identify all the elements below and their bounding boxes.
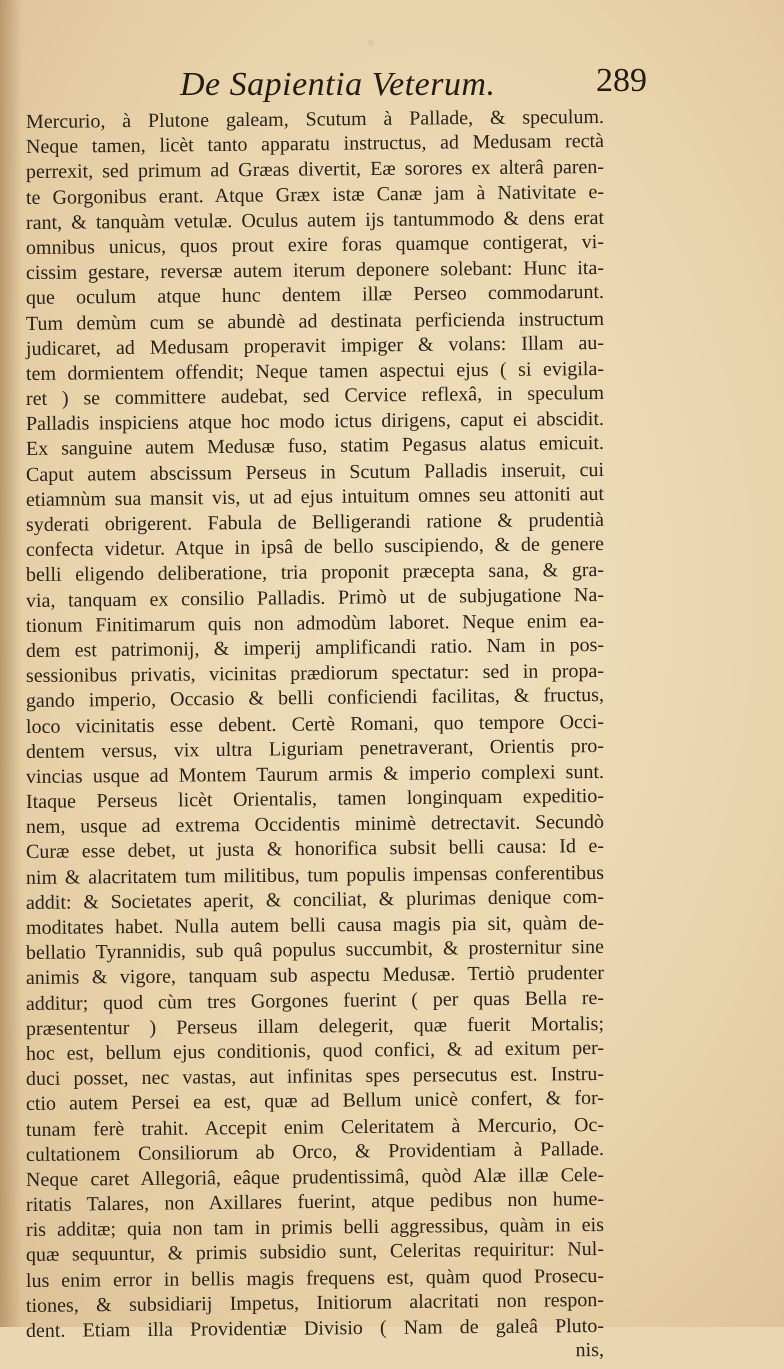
text-line: loco vicinitatis esse debent. Certè Romani, quo tempore Occi- — [25, 710, 605, 738]
text-line: tionum Finitimarum quis non admodùm laboret. Neque enim ea- — [25, 609, 605, 637]
text-line: belli eligendo deliberatione, tria proponit præcepta sana, & gra- — [25, 559, 605, 587]
text-line: dem est patrimonij, & imperij amplificandi ratio. Nam in pos- — [25, 633, 605, 662]
text-line: addit: & Societates aperit, & conciliat, & plurimas denique com- — [25, 885, 605, 914]
text-line: Curæ esse debet, ut justa & honorifica subsit belli causa: Id e- — [25, 835, 605, 864]
text-line: Neque tamen, licèt tanto apparatu instructus, ad Medusam rectà — [25, 130, 605, 159]
text-line: rant, & tanquàm vetulæ. Oculus autem ijs tantummodo & dens erat — [25, 206, 605, 234]
text-line: perrexit, sed primum ad Græas divertit, Eæ sorores ex alterâ paren- — [25, 156, 605, 184]
text-line: hoc est, bellum ejus conditionis, quod confici, & ad exitum per- — [25, 1036, 605, 1065]
text-line: ris additæ; quia non tam in primis belli aggressibus, quàm in eis — [25, 1214, 605, 1242]
text-line: ret ) se committere audebat, sed Cervice reflexâ, in speculum — [25, 382, 605, 411]
text-line: quæ sequuntur, & primis subsidio sunt, Celeritas requiritur: Nul- — [25, 1238, 605, 1267]
text-line: nem, usque ad extrema Occidentis minimè detrectavit. Secundò — [25, 811, 605, 839]
text-line: Itaque Perseus licèt Orientalis, tamen longinquam expeditio- — [25, 785, 605, 814]
text-line: Neque caret Allegoriâ, eâque prudentissimâ, quòd Alæ illæ Cele- — [25, 1163, 605, 1191]
text-line: dent. Etiam illa Providentiæ Divisio ( Nam de galeâ Pluto- — [25, 1314, 605, 1342]
text-line: Ex sanguine autem Medusæ fuso, statim Pegasus alatus emicuit. — [25, 432, 605, 461]
text-line: animis & vigore, tanquam sub aspectu Medusæ. Tertiò prudenter — [25, 962, 605, 990]
body-text — [25, 105, 605, 1369]
text-line: omnibus unicus, quos prout exire foras quamque contigerat, vi- — [25, 230, 605, 259]
text-line: Palladis inspiciens atque hoc modo ictus dirigens, caput ei abscidit. — [25, 408, 605, 436]
text-line: duci posset, nec vastas, aut infinitas spes persecutus est. Instru- — [25, 1063, 605, 1091]
text-line: gando imperio, Occasio & belli conficiendi facilitas, & fructus, — [25, 684, 605, 713]
text-line: etiamnùm sua mansit vis, ut ad ejus intuitum omnes seu attoniti aut — [25, 482, 605, 511]
text-line: tunam ferè trahit. Accepit enim Celeritatem à Mercurio, Oc- — [25, 1113, 605, 1141]
text-line: sessionibus privatis, vicinitas prædiorum spectatur: sed in propa- — [25, 660, 605, 688]
text-line: confecta videtur. Atque in ipsâ de bello suscipiendo, & de genere — [25, 533, 605, 562]
text-line: cultationem Consiliorum ab Orco, & Providentiam à Pallade. — [25, 1137, 605, 1166]
text-line: ctio autem Persei ea est, quæ ad Bellum unicè confert, & for- — [25, 1087, 605, 1116]
page-number: 289 — [596, 62, 647, 99]
text-line: dentem versus, vix ultra Liguriam penetraverant, Orientis pro- — [25, 734, 605, 763]
text-line: moditates habet. Nulla autem belli causa magis pia sit, quàm de- — [25, 911, 605, 939]
text-line: Tum demùm cum se abundè ad destinata perficienda instructum — [25, 307, 605, 335]
text-line: te Gorgonibus erant. Atque Græx istæ Canæ jam à Nativitate e- — [25, 180, 605, 209]
text-line: tem dormientem offendit; Neque tamen aspectui ejus ( si evigila- — [25, 357, 605, 385]
text-line: judicaret, ad Medusam properavit impiger & volans: Illam au- — [25, 331, 605, 360]
text-line: cissim gestare, reversæ autem iterum deponere solebant: Hunc ita- — [25, 257, 605, 285]
text-line: que oculum atque hunc dentem illæ Perseo commodarunt. — [25, 281, 605, 310]
paper-spot — [368, 40, 374, 46]
text-line: nis, — [575, 1339, 605, 1362]
text-line: vincias usque ad Montem Taurum armis & imperio complexi sunt. — [25, 760, 605, 788]
page-header — [180, 62, 634, 110]
running-title: De Sapientia Veterum. — [180, 66, 496, 103]
text-line: lus enim error in bellis magis frequens est, quàm quod Prosecu- — [25, 1264, 605, 1292]
text-line: nim & alacritatem tum militibus, tum populis impensas conferentibus — [25, 861, 605, 889]
text-line: via, tanquam ex consilio Palladis. Primò ut de subjugatione Na- — [25, 583, 605, 612]
text-line: Caput autem abscissum Perseus in Scutum Palladis inseruit, cui — [25, 458, 605, 486]
text-line: præsententur ) Perseus illam delegerit, quæ fuerit Mortalis; — [25, 1012, 605, 1040]
text-line: syderati obrigerent. Fabula de Belligerandi ratione & prudentià — [25, 508, 605, 536]
text-line: additur; quod cùm tres Gorgones fuerint ( per quas Bella re- — [25, 986, 605, 1015]
text-line: ritatis Talares, non Axillares fuerint, atque pedibus non hume- — [25, 1188, 605, 1217]
text-line: bellatio Tyrannidis, sub quâ populus succumbit, & prosternitur sine — [25, 936, 605, 965]
text-line: tiones, & subsidiarij Impetus, Initiorum alacritati non respon- — [25, 1288, 605, 1317]
text-line: Mercurio, à Plutone galeam, Scutum à Pallade, & speculum. — [25, 105, 605, 133]
